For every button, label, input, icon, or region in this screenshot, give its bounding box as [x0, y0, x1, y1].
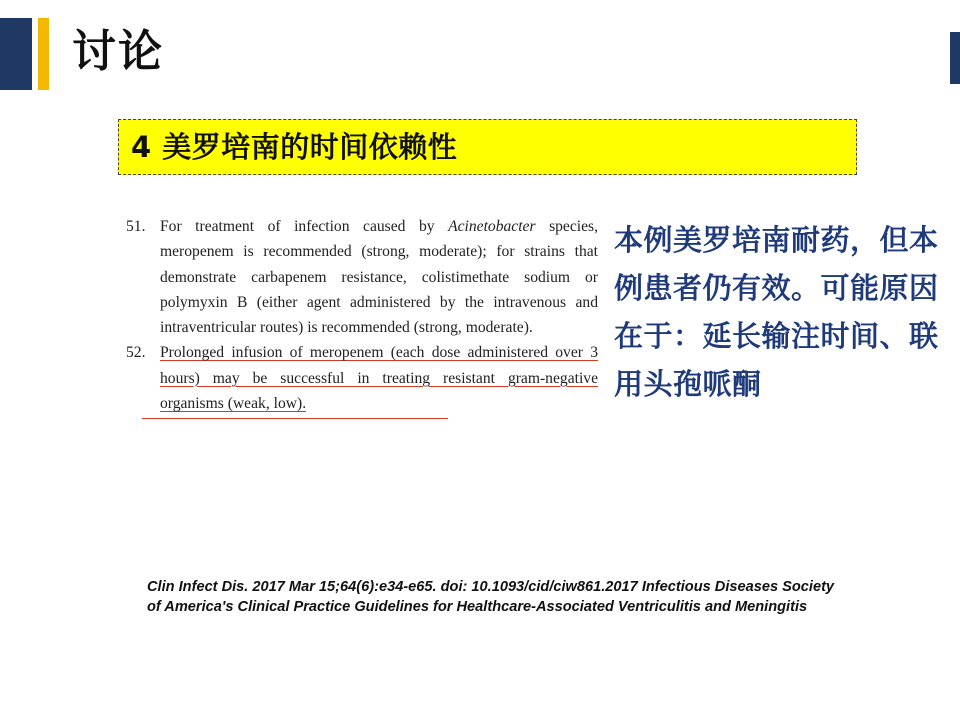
- accent-bar-gold: [38, 18, 49, 90]
- guideline-excerpt: [122, 214, 598, 416]
- recommendation-52: [122, 340, 598, 416]
- case-note: 本例美罗培南耐药，但本例患者仍有效。可能原因在于：延长输注时间、联用头孢哌酮: [614, 223, 939, 401]
- slide-title: 讨论: [72, 26, 164, 77]
- underline-tail: [142, 418, 448, 419]
- recommendation-text-underlined: Prolonged infusion of meropenem (each dose administered over 3 hours) may be successful in treating resistant gram-negative organisms (weak, low).: [160, 344, 598, 413]
- recommendation-italic-term: Acinetobacter: [448, 218, 536, 235]
- recommendation-number: 51.: [126, 218, 146, 235]
- recommendation-51: [122, 214, 598, 340]
- citation: Clin Infect Dis. 2017 Mar 15;64(6):e34-e65. doi: 10.1093/cid/ciw861.2017 Infectious Diseases Society of America's Clinical Practice Guidelines for Healthcare-Associated Ventriculitis and Meningitis: [147, 579, 835, 615]
- accent-bar-navy-left: [0, 18, 32, 90]
- section-heading: 4 美罗培南的时间依赖性: [131, 130, 458, 164]
- recommendation-text-continued: species, meropenem is recommended (strong, moderate); for strains that demonstrate carbapenem resistance, colistimethate sodium or polymyxin B (either agent administered by the intravenous and intraventricular routes) is recommended (strong, moderate).: [160, 218, 598, 337]
- section-heading-box: [118, 119, 857, 175]
- accent-bar-navy-right: [950, 32, 960, 84]
- recommendation-number: 52.: [126, 344, 146, 362]
- recommendation-text: For treatment of infection caused by: [160, 218, 449, 235]
